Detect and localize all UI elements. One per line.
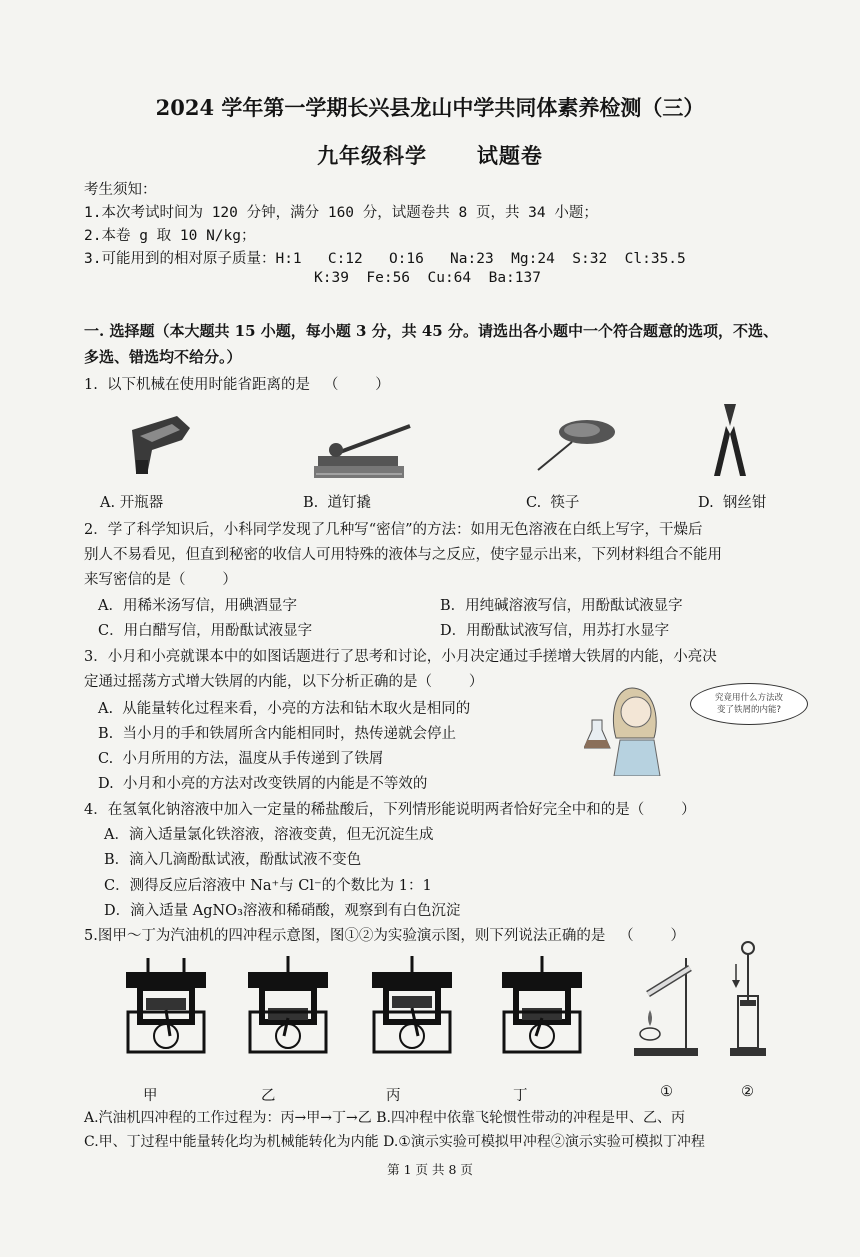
- q5-stem: 5.图甲～丁为汽油机的四冲程示意图，图①②为实验演示图，则下列说法正确的是 （ ）: [84, 928, 686, 944]
- q3-option-c: C. 小月所用的方法，温度从手传递到了铁屑: [98, 751, 384, 767]
- air-piston-experiment-image: [728, 940, 768, 1062]
- bottle-opener-image: [122, 410, 202, 485]
- q2-option-d: D．用酚酞试液写信，用苏打水显字: [440, 623, 670, 639]
- label-experiment-2: ②: [741, 1084, 754, 1100]
- section-heading-line-1: 一. 选择题（本大题共 15 小题，每小题 3 分，共 45 分。请选出各小题中一个符合题意的选项，不选、: [84, 322, 778, 340]
- notice-line-3: 3.可能用到的相对原子质量：H:1 C:12 O:16 Na:23 Mg:24 S:32 Cl:35.5: [84, 251, 686, 267]
- rail-lever-image: [310, 418, 420, 488]
- q2-option-a: A．用稀米汤写信，用碘酒显字: [98, 598, 297, 614]
- q3-stem-line-2: 定通过摇荡方式增大铁屑的内能，以下分析正确的是（ ）: [84, 674, 484, 690]
- q1-option-d: D. 钢丝钳: [698, 495, 767, 511]
- q4-option-d: D．滴入适量 AgNO₃溶液和稀硝酸，观察到有白色沉淀: [104, 903, 461, 919]
- q4-option-a: A．滴入适量氯化铁溶液，溶液变黄，但无沉淀生成: [104, 827, 434, 843]
- label-bing: 丙: [386, 1088, 401, 1104]
- q2-stem-line-1: 2．学了科学知识后，小科同学发现了几种写“密信”的方法：如用无色溶液在白纸上写字，干燥后: [84, 522, 703, 538]
- q1-option-a: A. 开瓶器: [100, 495, 164, 511]
- engine-diagram-yi: [240, 952, 336, 1064]
- q4-option-b: B．滴入几滴酚酞试液，酚酞试液不变色: [104, 852, 362, 868]
- label-ding: 丁: [513, 1088, 528, 1104]
- notice-heading: 考生须知：: [84, 182, 157, 198]
- chopsticks-image: [532, 412, 622, 477]
- engine-diagram-jia: [118, 952, 214, 1064]
- label-jia: 甲: [143, 1088, 158, 1104]
- q4-option-c: C．测得反应后溶液中 Na⁺与 Cl⁻的个数比为 1：1: [104, 878, 432, 894]
- notice-line-2: 2.本卷 g 取 10 N/kg；: [84, 228, 256, 244]
- q2-option-b: B．用纯碱溶液写信，用酚酞试液显字: [440, 598, 683, 614]
- q5-options-line-1: A.汽油机四冲程的工作过程为：丙→甲→丁→乙 B.四冲程中依靠飞轮惯性带动的冲程是甲、乙、丙: [84, 1110, 685, 1126]
- q3-option-a: A. 从能量转化过程来看，小亮的方法和钻木取火是相同的: [98, 701, 471, 717]
- q3-option-d: D. 小月和小亮的方法对改变铁屑的内能是不等效的: [98, 776, 428, 792]
- engine-diagram-bing: [364, 952, 460, 1064]
- q2-stem-line-3: 来写密信的是（ ）: [84, 572, 237, 588]
- q4-stem: 4．在氢氧化钠溶液中加入一定量的稀盐酸后，下列情形能说明两者恰好完全中和的是（ ）: [84, 802, 696, 818]
- exam-title: 2024 学年第一学期长兴县龙山中学共同体素养检测（三）: [155, 95, 705, 120]
- page-footer: 第 1 页 共 8 页: [387, 1162, 473, 1177]
- q3-option-b: B. 当小月的手和铁屑所含内能相同时，热传递就会停止: [98, 726, 456, 742]
- engine-diagram-ding: [494, 952, 590, 1064]
- q1-stem: 1. 以下机械在使用时能省距离的是 （ ）: [84, 377, 390, 393]
- speech-bubble-line-1: 究竟用什么方法改: [714, 693, 783, 703]
- notice-line-4: K:39 Fe:56 Cu:64 Ba:137: [314, 270, 541, 286]
- speech-bubble-line-2: 变了铁屑的内能?: [716, 705, 781, 715]
- section-heading-line-2: 多选、错选均不给分。）: [84, 348, 242, 366]
- wire-pliers-image: [700, 400, 760, 480]
- exam-subtitle: 九年级科学 试题卷: [317, 143, 543, 168]
- q1-option-b: B. 道钉撬: [303, 495, 371, 511]
- notice-line-1: 1.本次考试时间为 120 分钟，满分 160 分，试题卷共 8 页，共 34 小题；: [84, 205, 598, 221]
- q3-stem-line-1: 3．小月和小亮就课本中的如图话题进行了思考和讨论，小月决定通过手搓增大铁屑的内能，小亮决: [84, 649, 717, 665]
- label-experiment-1: ①: [660, 1084, 673, 1100]
- q2-option-c: C．用白醋写信，用酚酞试液显字: [98, 623, 313, 639]
- speech-bubble: [690, 683, 808, 725]
- q5-options-line-2: C.甲、丁过程中能量转化均为机械能转化为内能 D.①演示实验可模拟甲冲程②演示实验可模拟丁冲程: [84, 1134, 705, 1150]
- q2-stem-line-2: 别人不易看见，但直到秘密的收信人可用特殊的液体与之反应，使字显示出来，下列材料组合不能用: [84, 547, 722, 563]
- test-tube-experiment-image: [628, 948, 708, 1060]
- label-yi: 乙: [261, 1088, 276, 1104]
- q1-option-c: C. 筷子: [526, 495, 580, 511]
- girl-with-flask-image: [584, 668, 694, 776]
